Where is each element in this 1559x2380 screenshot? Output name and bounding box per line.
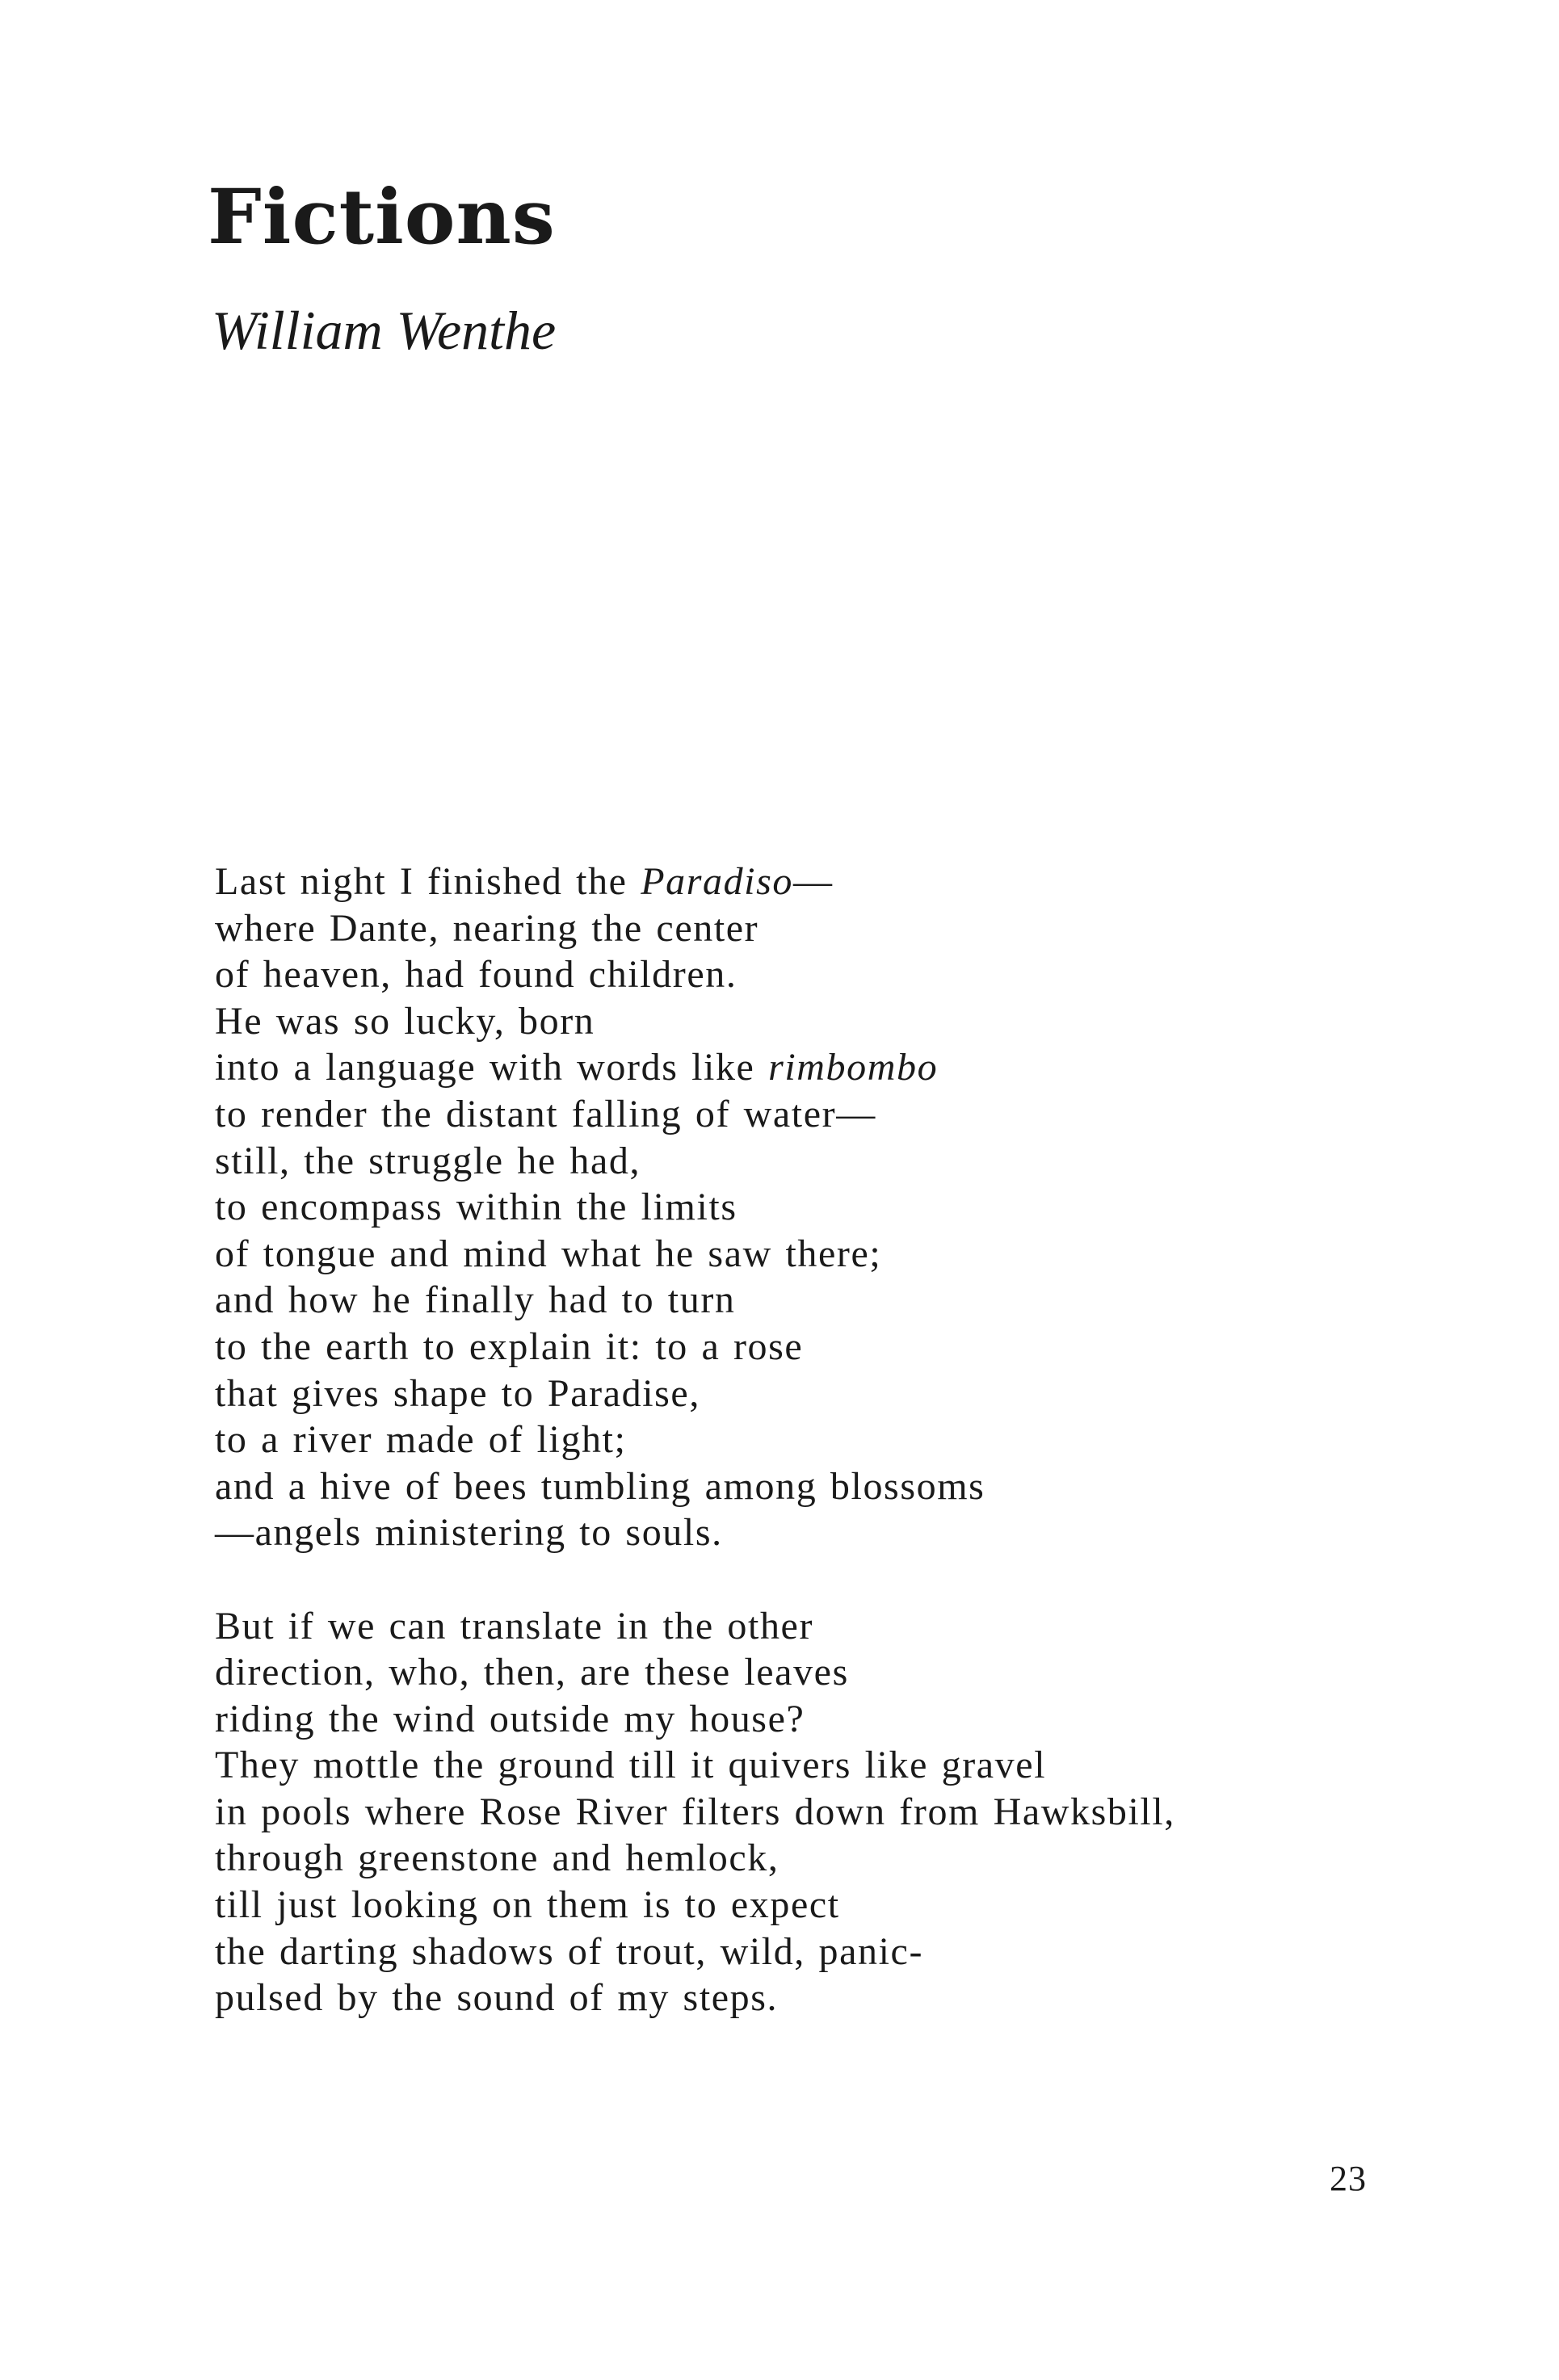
poem-line: to encompass within the limits (215, 1186, 737, 1229)
poem-line: to render the distant falling of water— (215, 1092, 876, 1135)
poem-line: But if we can translate in the other (215, 1604, 814, 1648)
poem-body (215, 858, 1175, 2021)
poem-line: pulsed by the sound of my steps. (215, 1976, 779, 2020)
poem-line: of tongue and mind what he saw there; (215, 1232, 882, 1275)
italic-word-rimbombo: rimbombo (768, 1046, 939, 1089)
poem-line: through greenstone and hemlock, (215, 1836, 780, 1880)
poem-line: the darting shadows of trout, wild, panic- (215, 1929, 924, 1973)
italic-title-paradiso: Paradiso (641, 860, 794, 903)
poem-line: riding the wind outside my house? (215, 1697, 805, 1740)
poem-line: to a river made of light; (215, 1418, 627, 1462)
poem-line: —angels ministering to souls. (215, 1511, 723, 1555)
poem-line: Last night I finished the Paradiso— (215, 860, 834, 903)
poem-line: and how he finally had to turn (215, 1278, 736, 1322)
poem-line: He was so lucky, born (215, 999, 595, 1043)
poem-line: that gives shape to Paradise, (215, 1371, 700, 1415)
poem-line: They mottle the ground till it quivers like gravel (215, 1744, 1047, 1787)
poem-author: William Wenthe (212, 300, 557, 361)
stanza (215, 858, 1175, 1556)
poem-line: into a language with words like rimbombo (215, 1046, 939, 1089)
poem-title: Fictions (208, 173, 556, 262)
poem-line: where Dante, nearing the center (215, 906, 759, 950)
poem-line: of heaven, had found children. (215, 953, 737, 997)
poem-line: direction, who, then, are these leaves (215, 1651, 849, 1694)
page-number: 23 (1330, 2159, 1367, 2198)
poem-line: to the earth to explain it: to a rose (215, 1324, 804, 1368)
poem-line: and a hive of bees tumbling among blossoms (215, 1464, 985, 1508)
poem-line: till just looking on them is to expect (215, 1883, 840, 1927)
stanza (215, 1603, 1175, 2021)
poem-line: in pools where Rose River filters down from Hawksbill, (215, 1790, 1175, 1833)
poem-line: still, the struggle he had, (215, 1139, 641, 1182)
